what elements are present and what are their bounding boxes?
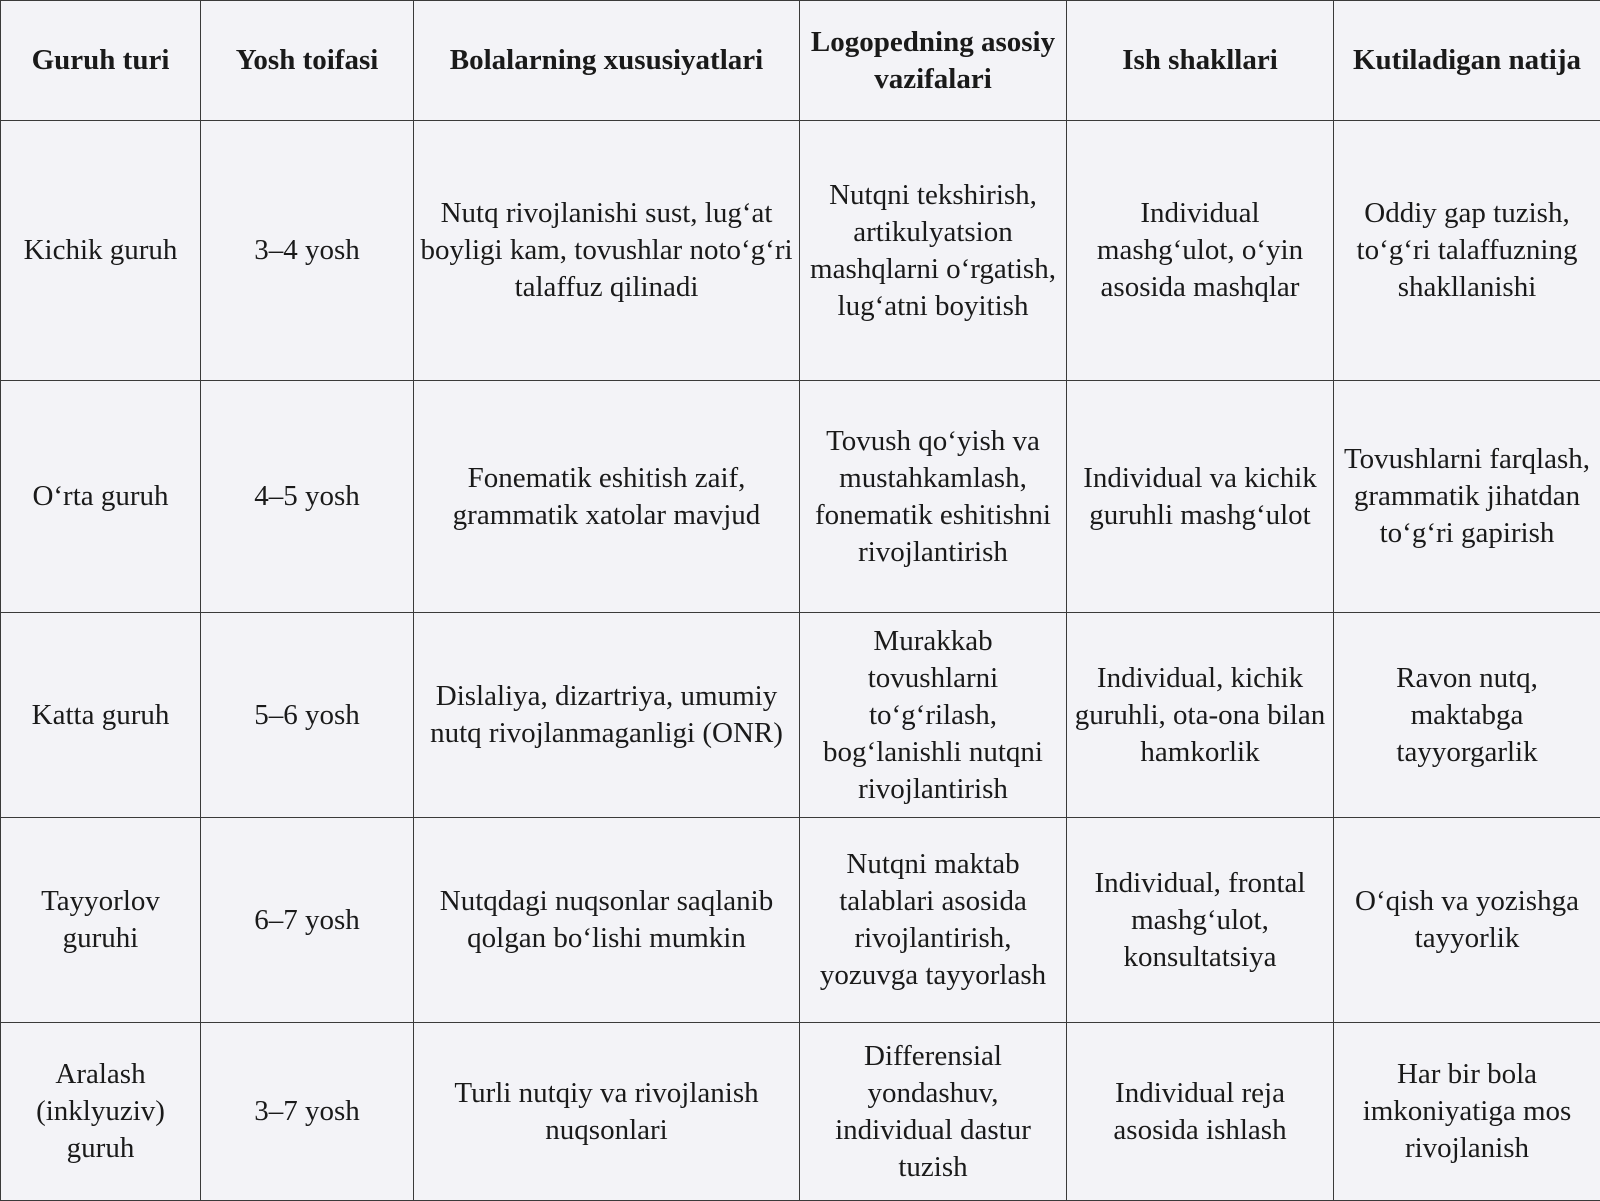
header-work-forms: Ish shakllari xyxy=(1067,1,1334,121)
cell-expected-result: Oddiy gap tuzish, to‘g‘ri talaffuzning shakllanishi xyxy=(1334,121,1600,381)
header-expected-result: Kutiladigan natija xyxy=(1334,1,1600,121)
table-row xyxy=(1,613,1600,818)
table-row xyxy=(1,381,1600,613)
cell-group-type: Aralash (inklyuziv) guruh xyxy=(1,1023,201,1201)
cell-expected-result: Ravon nutq, maktabga tayyorgarlik xyxy=(1334,613,1600,818)
cell-speech-therapist-tasks: Nutqni tekshirish, artikulyatsion mashqlarni o‘rgatish, lug‘atni boyitish xyxy=(800,121,1067,381)
cell-group-type: Kichik guruh xyxy=(1,121,201,381)
header-group-type: Guruh turi xyxy=(1,1,201,121)
header-children-features: Bolalarning xususiyatlari xyxy=(414,1,800,121)
cell-children-features: Turli nutqiy va rivojlanish nuqsonlari xyxy=(414,1023,800,1201)
cell-age-category: 3–7 yosh xyxy=(201,1023,414,1201)
cell-children-features: Nutqdagi nuqsonlar saqlanib qolgan bo‘lishi mumkin xyxy=(414,818,800,1023)
cell-children-features: Nutq rivojlanishi sust, lug‘at boyligi kam, tovushlar noto‘g‘ri talaffuz qilinadi xyxy=(414,121,800,381)
cell-speech-therapist-tasks: Differensial yondashuv, individual dastur tuzish xyxy=(800,1023,1067,1201)
cell-work-forms: Individual, kichik guruhli, ota-ona bilan hamkorlik xyxy=(1067,613,1334,818)
cell-work-forms: Individual mashg‘ulot, o‘yin asosida mashqlar xyxy=(1067,121,1334,381)
cell-expected-result: O‘qish va yozishga tayyorlik xyxy=(1334,818,1600,1023)
header-speech-therapist-tasks: Logopedning asosiy vazifalari xyxy=(800,1,1067,121)
cell-children-features: Dislaliya, dizartriya, umumiy nutq rivojlanmaganligi (ONR) xyxy=(414,613,800,818)
cell-speech-therapist-tasks: Murakkab tovushlarni to‘g‘rilash, bog‘lanishli nutqni rivojlantirish xyxy=(800,613,1067,818)
cell-children-features: Fonematik eshitish zaif, grammatik xatolar mavjud xyxy=(414,381,800,613)
cell-expected-result: Tovushlarni farqlash, grammatik jihatdan to‘g‘ri gapirish xyxy=(1334,381,1600,613)
cell-speech-therapist-tasks: Tovush qo‘yish va mustahkamlash, fonematik eshitishni rivojlantirish xyxy=(800,381,1067,613)
table-header-row xyxy=(1,1,1600,121)
cell-work-forms: Individual, frontal mashg‘ulot, konsultatsiya xyxy=(1067,818,1334,1023)
cell-age-category: 5–6 yosh xyxy=(201,613,414,818)
cell-speech-therapist-tasks: Nutqni maktab talablari asosida rivojlantirish, yozuvga tayyorlash xyxy=(800,818,1067,1023)
table-row xyxy=(1,121,1600,381)
cell-work-forms: Individual va kichik guruhli mashg‘ulot xyxy=(1067,381,1334,613)
cell-group-type: Katta guruh xyxy=(1,613,201,818)
cell-age-category: 6–7 yosh xyxy=(201,818,414,1023)
table-row xyxy=(1,818,1600,1023)
cell-group-type: O‘rta guruh xyxy=(1,381,201,613)
cell-work-forms: Individual reja asosida ishlash xyxy=(1067,1023,1334,1201)
cell-group-type: Tayyorlov guruhi xyxy=(1,818,201,1023)
table-row xyxy=(1,1023,1600,1201)
header-age-category: Yosh toifasi xyxy=(201,1,414,121)
cell-age-category: 3–4 yosh xyxy=(201,121,414,381)
cell-expected-result: Har bir bola imkoniyatiga mos rivojlanish xyxy=(1334,1023,1600,1201)
cell-age-category: 4–5 yosh xyxy=(201,381,414,613)
